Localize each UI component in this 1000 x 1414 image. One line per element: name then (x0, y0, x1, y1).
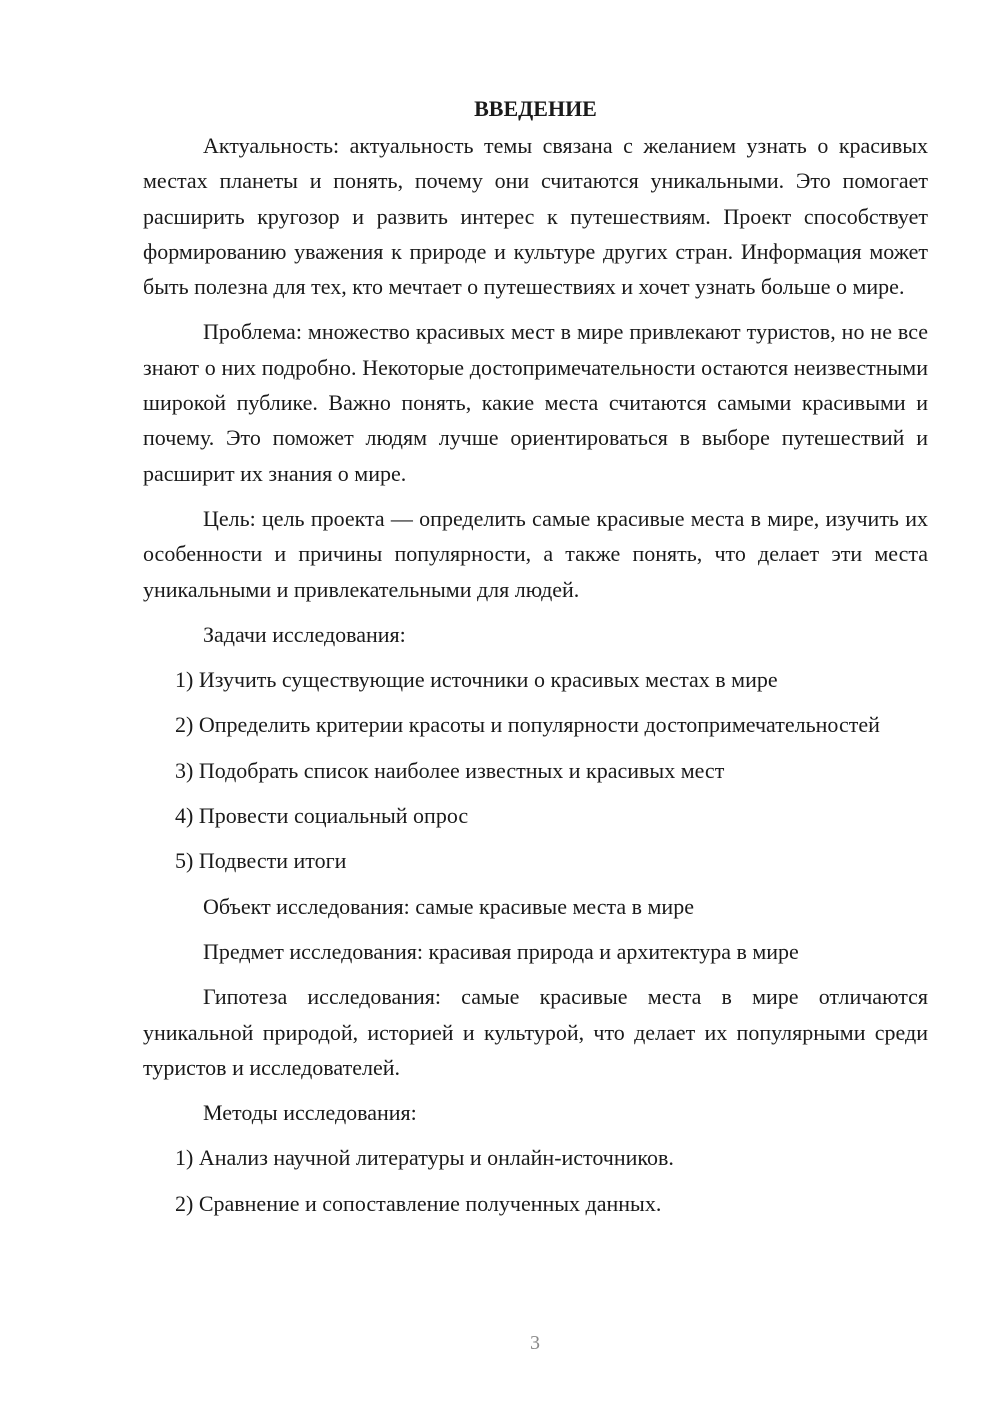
task-item-4: 4) Провести социальный опрос (175, 803, 469, 829)
method-item-2: 2) Сравнение и сопоставление полученных данных. (175, 1190, 662, 1216)
method-item-1: 1) Анализ научной литературы и онлайн-источников. (175, 1145, 674, 1171)
task-item-2: 2) Определить критерии красоты и популярности достопримечательностей (175, 712, 880, 738)
tasks-heading: Задачи исследования: (203, 621, 406, 647)
methods-heading: Методы исследования: (203, 1100, 417, 1126)
goal-paragraph: Цель: цель проекта — определить самые красивые места в мире, изучить их особенности и причины популярности, а также понять, что делает эти места уникальными и привлекательными для людей. (143, 505, 928, 602)
research-subject: Предмет исследования: красивая природа и архитектура в мире (203, 938, 799, 964)
relevance-paragraph: Актуальность: актуальность темы связана с желанием узнать о красивых местах планеты и понять, почему они считаются уникальными. Это помогает расширить кругозор и развить интерес к путешествиям. Проект способствует формированию уважения к природе и культуре других стран. Информация может быть полезна для тех, кто мечтает о путешествиях и хочет узнать больше о мире. (143, 133, 928, 300)
task-item-1: 1) Изучить существующие источники о красивых местах в мире (175, 667, 778, 693)
page-number: 3 (530, 1332, 540, 1354)
task-item-5: 5) Подвести итоги (175, 848, 347, 874)
hypothesis-paragraph: Гипотеза исследования: самые красивые места в мире отличаются уникальной природой, историей и культурой, что делает их популярными среди туристов и исследователей. (143, 984, 928, 1080)
page-title: ВВЕДЕНИЕ (474, 96, 597, 121)
research-object: Объект исследования: самые красивые места в мире (203, 893, 694, 919)
document-page (143, 92, 928, 1231)
task-item-3: 3) Подобрать список наиболее известных и красивых мест (175, 757, 725, 783)
problem-paragraph: Проблема: множество красивых мест в мире привлекают туристов, но не все знают о них подробно. Некоторые достопримечательности остаются неизвестными широкой публике. Важно понять, какие места считаются самыми красивыми и почему. Это поможет людям лучше ориентироваться в выборе путешествий и расширит их знания о мире. (143, 319, 928, 486)
